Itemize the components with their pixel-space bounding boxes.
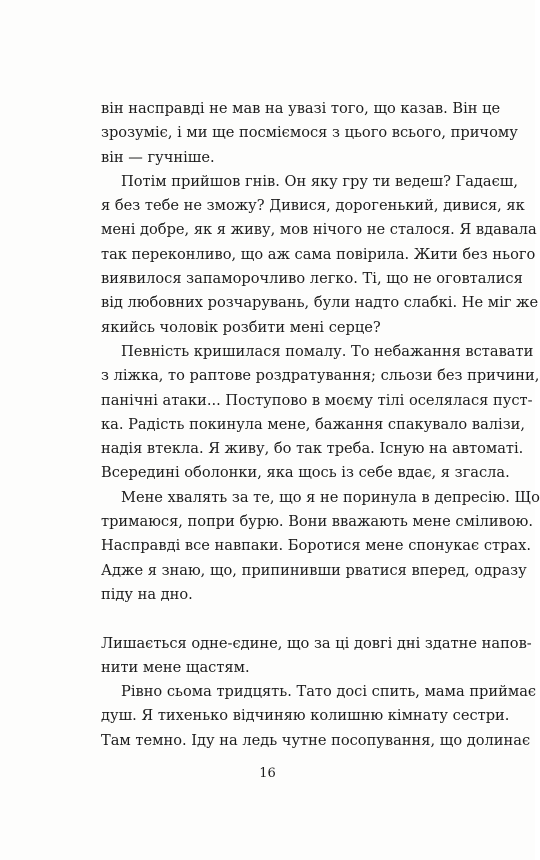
text-line: ка. Радість покинула мене, бажання спакувало валізи, — [101, 415, 526, 433]
text-line: Мене хвалять за те, що я не поринула в депресію. Що — [121, 488, 540, 506]
text-line: Певність кришилася помалу. То небажання вставати — [121, 342, 534, 360]
paragraph — [101, 97, 518, 170]
text-line: піду на дно. — [101, 585, 193, 603]
text-line: панічні атаки... Поступово в моєму тілі оселялася пуст- — [101, 391, 533, 409]
text-line: Насправді все навпаки. Боротися мене спонукає страх. — [101, 537, 531, 555]
body-text — [101, 97, 540, 753]
paragraph — [101, 486, 540, 607]
text-line: так переконливо, що аж сама повірила. Жити без нього — [101, 245, 536, 263]
text-line: Там темно. Іду на ледь чутне посопування, що долинає — [101, 731, 531, 749]
text-line: Всередині оболонки, яка щось із себе вдає, я згасла. — [101, 464, 510, 482]
paragraph — [101, 170, 539, 340]
text-line: від любовних розчарувань, були надто слабкі. Не міг же — [101, 294, 539, 312]
page-number: 16 — [259, 766, 276, 781]
text-line: Лишається одне-єдине, що за ці довгі дні здатне напов- — [101, 634, 532, 652]
text-line: душ. Я тихенько відчиняю колишню кімнату сестри. — [101, 707, 510, 725]
text-line: надія втекла. Я живу, бо так треба. Існую на автоматі. — [101, 440, 524, 458]
text-line: я без тебе не зможу? Дивися, дорогенький, дивися, як — [101, 197, 525, 215]
text-line: мені добре, як я живу, мов нічого не сталося. Я вдавала — [101, 221, 537, 239]
text-line: Потім прийшов гнів. Он яку гру ти ведеш? Гадаєш, — [121, 172, 518, 190]
text-line: виявилося запаморочливо легко. Ті, що не оговталися — [101, 270, 523, 288]
text-line: тримаюся, попри бурю. Вони вважають мене сміливою. — [101, 513, 533, 531]
text-line: якийсь чоловік розбити мені серце? — [101, 318, 381, 336]
text-line: він — гучніше. — [101, 148, 215, 166]
text-line: він насправді не мав на увазі того, що казав. Він це — [101, 100, 501, 117]
paragraph-spacer — [101, 607, 485, 631]
text-line: Адже я знаю, що, припинивши рватися вперед, одразу — [101, 561, 527, 579]
text-line: з ліжка, то раптове роздратування; сльози без причини, — [101, 367, 540, 385]
paragraph — [101, 680, 537, 753]
text-line: Рівно сьома тридцять. Тато досі спить, мама приймає — [121, 683, 537, 701]
paragraph — [101, 340, 540, 486]
text-line: зрозуміє, і ми ще посміємося з цього всього, причому — [101, 124, 518, 142]
paragraph — [101, 632, 532, 681]
text-line: нити мене щастям. — [101, 658, 250, 676]
